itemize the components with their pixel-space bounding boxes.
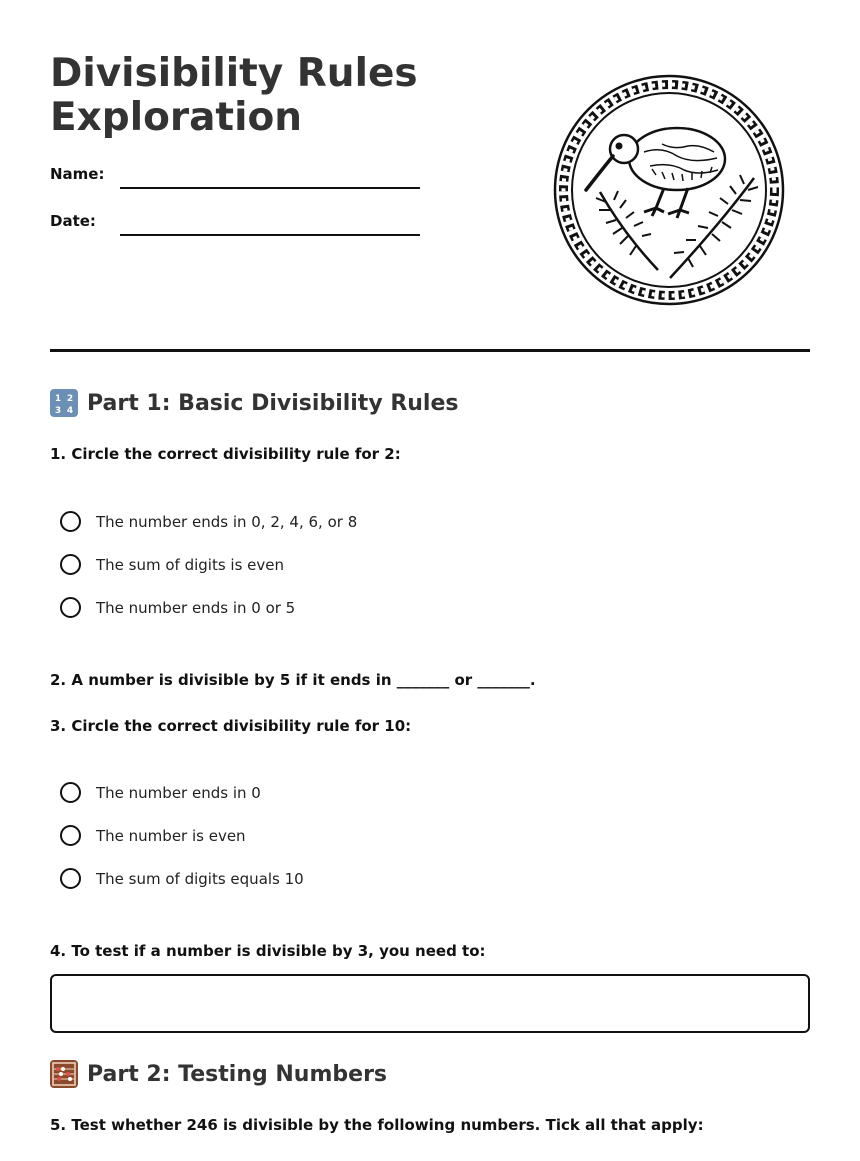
- radio-circle[interactable]: [60, 597, 81, 618]
- option-label: The sum of digits is even: [96, 555, 285, 574]
- date-label: Date:: [50, 212, 96, 230]
- radio-circle[interactable]: [60, 511, 81, 532]
- question-1: 1. Circle the correct divisibility rule for 2:: [50, 445, 401, 463]
- q3-option-1[interactable]: [60, 782, 261, 803]
- question-4: 4. To test if a number is divisible by 3, you need to:: [50, 942, 486, 960]
- option-label: The number ends in 0, 2, 4, 6, or 8: [96, 512, 358, 531]
- q1-option-2[interactable]: [60, 554, 284, 575]
- kiwi-fern-emblem-icon: [552, 74, 786, 306]
- question-5: 5. Test whether 246 is divisible by the following numbers. Tick all that apply:: [50, 1116, 704, 1134]
- title-line-1: Divisibility Rules: [50, 51, 418, 96]
- part1-heading: [50, 389, 459, 417]
- option-label: The number ends in 0 or 5: [96, 598, 296, 617]
- svg-text:3: 3: [54, 406, 62, 416]
- header-divider: [50, 349, 810, 352]
- date-field[interactable]: [120, 234, 420, 236]
- radio-circle[interactable]: [60, 868, 81, 889]
- svg-text:1: 1: [54, 394, 62, 404]
- q3-option-2[interactable]: [60, 825, 246, 846]
- option-label: The number is even: [96, 826, 246, 845]
- svg-text:4: 4: [66, 406, 74, 416]
- radio-circle[interactable]: [60, 782, 81, 803]
- part1-title: Part 1: Basic Divisibility Rules: [87, 390, 459, 416]
- name-field[interactable]: [120, 187, 420, 189]
- q4-answer-box[interactable]: [50, 974, 810, 1033]
- svg-text:2: 2: [66, 394, 74, 404]
- radio-circle[interactable]: [60, 554, 81, 575]
- option-label: The sum of digits equals 10: [96, 869, 304, 888]
- part2-heading: [50, 1060, 387, 1088]
- q3-option-3[interactable]: [60, 868, 304, 889]
- radio-circle[interactable]: [60, 825, 81, 846]
- option-label: The number ends in 0: [96, 783, 261, 802]
- abacus-icon: [50, 1060, 78, 1088]
- name-label: Name:: [50, 165, 105, 183]
- worksheet-title: [50, 52, 490, 140]
- question-3: 3. Circle the correct divisibility rule for 10:: [50, 717, 412, 735]
- q1-option-3[interactable]: [60, 597, 295, 618]
- part2-title: Part 2: Testing Numbers: [87, 1061, 388, 1087]
- question-2: 2. A number is divisible by 5 if it ends in _______ or _______.: [50, 671, 536, 689]
- input-numbers-icon: [50, 389, 78, 417]
- q1-option-1[interactable]: [60, 511, 357, 532]
- title-line-2: Exploration: [50, 95, 302, 140]
